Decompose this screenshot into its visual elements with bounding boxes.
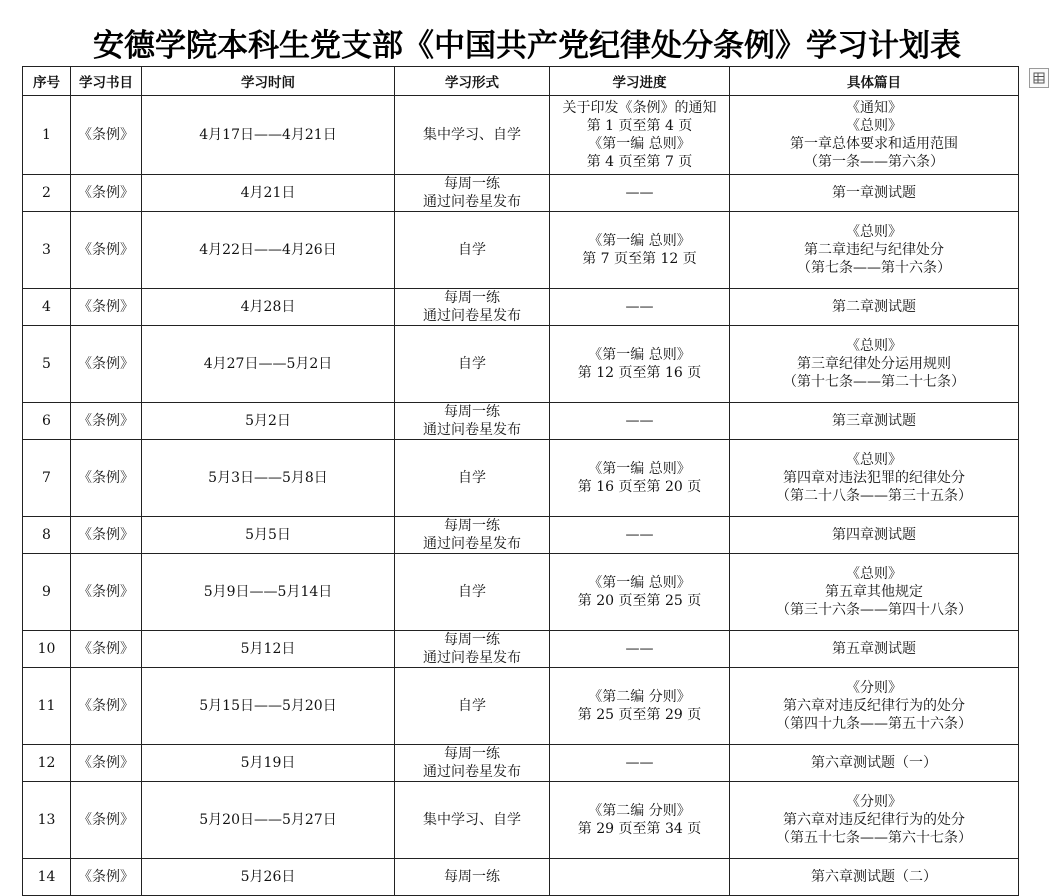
chapter-line: 第三章纪律处分运用规则 xyxy=(797,356,951,372)
progress-line: 关于印发《条例》的通知 xyxy=(562,100,717,116)
form-line: 通过问卷星发布 xyxy=(423,308,521,324)
cell-time: 5月26日 xyxy=(142,859,395,896)
form-line: 每周一练 xyxy=(444,176,500,192)
header-form: 学习形式 xyxy=(395,67,550,96)
form-line: 自学 xyxy=(458,584,486,600)
cell-time: 5月3日——5月8日 xyxy=(142,440,395,517)
progress-line: 《第二编 分则》 xyxy=(588,803,691,819)
header-progress: 学习进度 xyxy=(550,67,730,96)
cell-form xyxy=(395,326,550,403)
cell-no: 14 xyxy=(23,859,71,896)
chapter-line: （第七条——第十六条） xyxy=(797,260,951,276)
table-row xyxy=(23,668,1019,745)
progress-line: —— xyxy=(625,527,654,543)
form-line: 集中学习、自学 xyxy=(423,127,521,143)
cell-no: 11 xyxy=(23,668,71,745)
cell-time: 5月15日——5月20日 xyxy=(142,668,395,745)
table-row xyxy=(23,440,1019,517)
chapter-line: 《分则》 xyxy=(846,794,902,810)
chapter-line: 第六章对违反纪律行为的处分 xyxy=(783,812,965,828)
cell-progress xyxy=(550,440,730,517)
cell-book: 《条例》 xyxy=(71,745,142,782)
cell-no: 8 xyxy=(23,517,71,554)
cell-form xyxy=(395,96,550,175)
table-body xyxy=(23,96,1019,896)
cell-book: 《条例》 xyxy=(71,440,142,517)
cell-progress xyxy=(550,745,730,782)
form-line: 每周一练 xyxy=(444,518,500,534)
cell-form xyxy=(395,745,550,782)
cell-chapter xyxy=(730,517,1019,554)
cell-progress xyxy=(550,175,730,212)
cell-no: 2 xyxy=(23,175,71,212)
cell-progress xyxy=(550,859,730,896)
cell-form xyxy=(395,212,550,289)
form-line: 每周一练 xyxy=(444,290,500,306)
form-line: 通过问卷星发布 xyxy=(423,194,521,210)
table-row xyxy=(23,517,1019,554)
table-row xyxy=(23,175,1019,212)
progress-line: 《第一编 总则》 xyxy=(588,136,691,152)
cell-progress xyxy=(550,326,730,403)
cell-no: 6 xyxy=(23,403,71,440)
form-line: 每周一练 xyxy=(444,746,500,762)
progress-line: 第 20 页至第 25 页 xyxy=(577,593,702,609)
chapter-line: 《总则》 xyxy=(846,118,902,134)
form-line: 通过问卷星发布 xyxy=(423,764,521,780)
form-line: 每周一练 xyxy=(444,869,500,885)
cell-book: 《条例》 xyxy=(71,96,142,175)
cell-progress xyxy=(550,403,730,440)
progress-line: 第 1 页至第 4 页 xyxy=(586,118,693,134)
chapter-line: 第六章测试题（二） xyxy=(811,869,937,885)
cell-book: 《条例》 xyxy=(71,631,142,668)
cell-time: 5月9日——5月14日 xyxy=(142,554,395,631)
progress-line: —— xyxy=(625,413,654,429)
cell-time: 5月12日 xyxy=(142,631,395,668)
form-line: 自学 xyxy=(458,698,486,714)
progress-line: 第 12 页至第 16 页 xyxy=(577,365,702,381)
cell-book: 《条例》 xyxy=(71,859,142,896)
cell-progress xyxy=(550,212,730,289)
cell-chapter xyxy=(730,631,1019,668)
cell-no: 5 xyxy=(23,326,71,403)
chapter-line: 第四章测试题 xyxy=(832,527,916,543)
progress-line: 第 4 页至第 7 页 xyxy=(586,154,693,170)
chapter-line: 《分则》 xyxy=(846,680,902,696)
cell-chapter xyxy=(730,782,1019,859)
cell-no: 1 xyxy=(23,96,71,175)
chapter-line: （第四十九条——第五十六条） xyxy=(776,716,972,732)
form-line: 自学 xyxy=(458,242,486,258)
cell-chapter xyxy=(730,554,1019,631)
table-row xyxy=(23,96,1019,175)
cell-time: 4月22日——4月26日 xyxy=(142,212,395,289)
progress-line: —— xyxy=(625,299,654,315)
cell-chapter xyxy=(730,326,1019,403)
table-row xyxy=(23,631,1019,668)
progress-line: 《第一编 总则》 xyxy=(588,233,691,249)
cell-progress xyxy=(550,554,730,631)
cell-form xyxy=(395,517,550,554)
cell-form xyxy=(395,403,550,440)
form-line: 集中学习、自学 xyxy=(423,812,521,828)
form-line: 自学 xyxy=(458,356,486,372)
chapter-line: 《总则》 xyxy=(846,452,902,468)
progress-line: 《第一编 总则》 xyxy=(588,461,691,477)
table-row xyxy=(23,782,1019,859)
table-row xyxy=(23,212,1019,289)
cell-time: 4月17日——4月21日 xyxy=(142,96,395,175)
cell-book: 《条例》 xyxy=(71,326,142,403)
cell-form xyxy=(395,782,550,859)
chapter-line: 《总则》 xyxy=(846,224,902,240)
cell-no: 10 xyxy=(23,631,71,668)
chapter-line: 第二章测试题 xyxy=(832,299,916,315)
cell-book: 《条例》 xyxy=(71,175,142,212)
progress-line: —— xyxy=(625,185,654,201)
cell-progress xyxy=(550,517,730,554)
header-time: 学习时间 xyxy=(142,67,395,96)
chapter-line: 《通知》 xyxy=(846,100,902,116)
cell-form xyxy=(395,668,550,745)
cell-book: 《条例》 xyxy=(71,517,142,554)
study-plan-table-wrapper xyxy=(22,66,1018,896)
cell-chapter xyxy=(730,440,1019,517)
table-layout-icon[interactable] xyxy=(1029,68,1049,88)
cell-book: 《条例》 xyxy=(71,289,142,326)
cell-chapter xyxy=(730,212,1019,289)
cell-no: 4 xyxy=(23,289,71,326)
cell-book: 《条例》 xyxy=(71,403,142,440)
progress-line: —— xyxy=(625,641,654,657)
table-row xyxy=(23,326,1019,403)
cell-chapter xyxy=(730,175,1019,212)
chapter-line: 第一章总体要求和适用范围 xyxy=(790,136,958,152)
table-row xyxy=(23,289,1019,326)
progress-line: 《第一编 总则》 xyxy=(588,347,691,363)
cell-form xyxy=(395,289,550,326)
cell-time: 5月2日 xyxy=(142,403,395,440)
cell-book: 《条例》 xyxy=(71,212,142,289)
cell-progress xyxy=(550,631,730,668)
chapter-line: （第十七条——第二十七条） xyxy=(783,374,965,390)
chapter-line: 第五章其他规定 xyxy=(825,584,923,600)
progress-line: 《第一编 总则》 xyxy=(588,575,691,591)
header-book: 学习书目 xyxy=(71,67,142,96)
progress-line: 第 29 页至第 34 页 xyxy=(577,821,702,837)
chapter-line: （第一条——第六条） xyxy=(804,154,944,170)
chapter-line: 《总则》 xyxy=(846,566,902,582)
cell-no: 13 xyxy=(23,782,71,859)
header-chapter: 具体篇目 xyxy=(730,67,1019,96)
cell-time: 5月20日——5月27日 xyxy=(142,782,395,859)
table-header-row xyxy=(23,67,1019,96)
form-line: 自学 xyxy=(458,470,486,486)
chapter-line: （第二十八条——第三十五条） xyxy=(776,488,972,504)
cell-book: 《条例》 xyxy=(71,668,142,745)
cell-chapter xyxy=(730,289,1019,326)
cell-time: 4月28日 xyxy=(142,289,395,326)
chapter-line: 第六章对违反纪律行为的处分 xyxy=(783,698,965,714)
cell-book: 《条例》 xyxy=(71,554,142,631)
cell-no: 9 xyxy=(23,554,71,631)
cell-form xyxy=(395,440,550,517)
table-row xyxy=(23,859,1019,896)
chapter-line: 第三章测试题 xyxy=(832,413,916,429)
cell-chapter xyxy=(730,859,1019,896)
study-plan-table xyxy=(22,66,1019,896)
chapter-line: 第四章对违法犯罪的纪律处分 xyxy=(783,470,965,486)
cell-chapter xyxy=(730,403,1019,440)
chapter-line: 第六章测试题（一） xyxy=(811,755,937,771)
cell-form xyxy=(395,859,550,896)
cell-form xyxy=(395,554,550,631)
progress-line: 第 25 页至第 29 页 xyxy=(577,707,702,723)
cell-progress xyxy=(550,668,730,745)
cell-progress xyxy=(550,96,730,175)
table-row xyxy=(23,745,1019,782)
chapter-line: 《总则》 xyxy=(846,338,902,354)
progress-line: 第 7 页至第 12 页 xyxy=(582,251,697,267)
progress-line: 《第二编 分则》 xyxy=(588,689,691,705)
form-line: 每周一练 xyxy=(444,632,500,648)
chapter-line: （第五十七条——第六十七条） xyxy=(776,830,972,846)
cell-chapter xyxy=(730,96,1019,175)
progress-line: —— xyxy=(625,755,654,771)
form-line: 通过问卷星发布 xyxy=(423,422,521,438)
cell-no: 12 xyxy=(23,745,71,782)
cell-time: 4月27日——5月2日 xyxy=(142,326,395,403)
cell-time: 5月5日 xyxy=(142,517,395,554)
cell-no: 7 xyxy=(23,440,71,517)
cell-time: 4月21日 xyxy=(142,175,395,212)
cell-form xyxy=(395,175,550,212)
progress-line: 第 16 页至第 20 页 xyxy=(577,479,702,495)
header-no: 序号 xyxy=(23,67,71,96)
form-line: 通过问卷星发布 xyxy=(423,536,521,552)
chapter-line: （第三十六条——第四十八条） xyxy=(776,602,972,618)
cell-chapter xyxy=(730,745,1019,782)
form-line: 每周一练 xyxy=(444,404,500,420)
chapter-line: 第五章测试题 xyxy=(832,641,916,657)
cell-time: 5月19日 xyxy=(142,745,395,782)
cell-progress xyxy=(550,782,730,859)
cell-book: 《条例》 xyxy=(71,782,142,859)
chapter-line: 第二章违纪与纪律处分 xyxy=(804,242,944,258)
page-title: 安德学院本科生党支部《中国共产党纪律处分条例》学习计划表 xyxy=(93,28,961,64)
cell-no: 3 xyxy=(23,212,71,289)
cell-progress xyxy=(550,289,730,326)
table-row xyxy=(23,403,1019,440)
form-line: 通过问卷星发布 xyxy=(423,650,521,666)
cell-chapter xyxy=(730,668,1019,745)
cell-form xyxy=(395,631,550,668)
chapter-line: 第一章测试题 xyxy=(832,185,916,201)
table-row xyxy=(23,554,1019,631)
